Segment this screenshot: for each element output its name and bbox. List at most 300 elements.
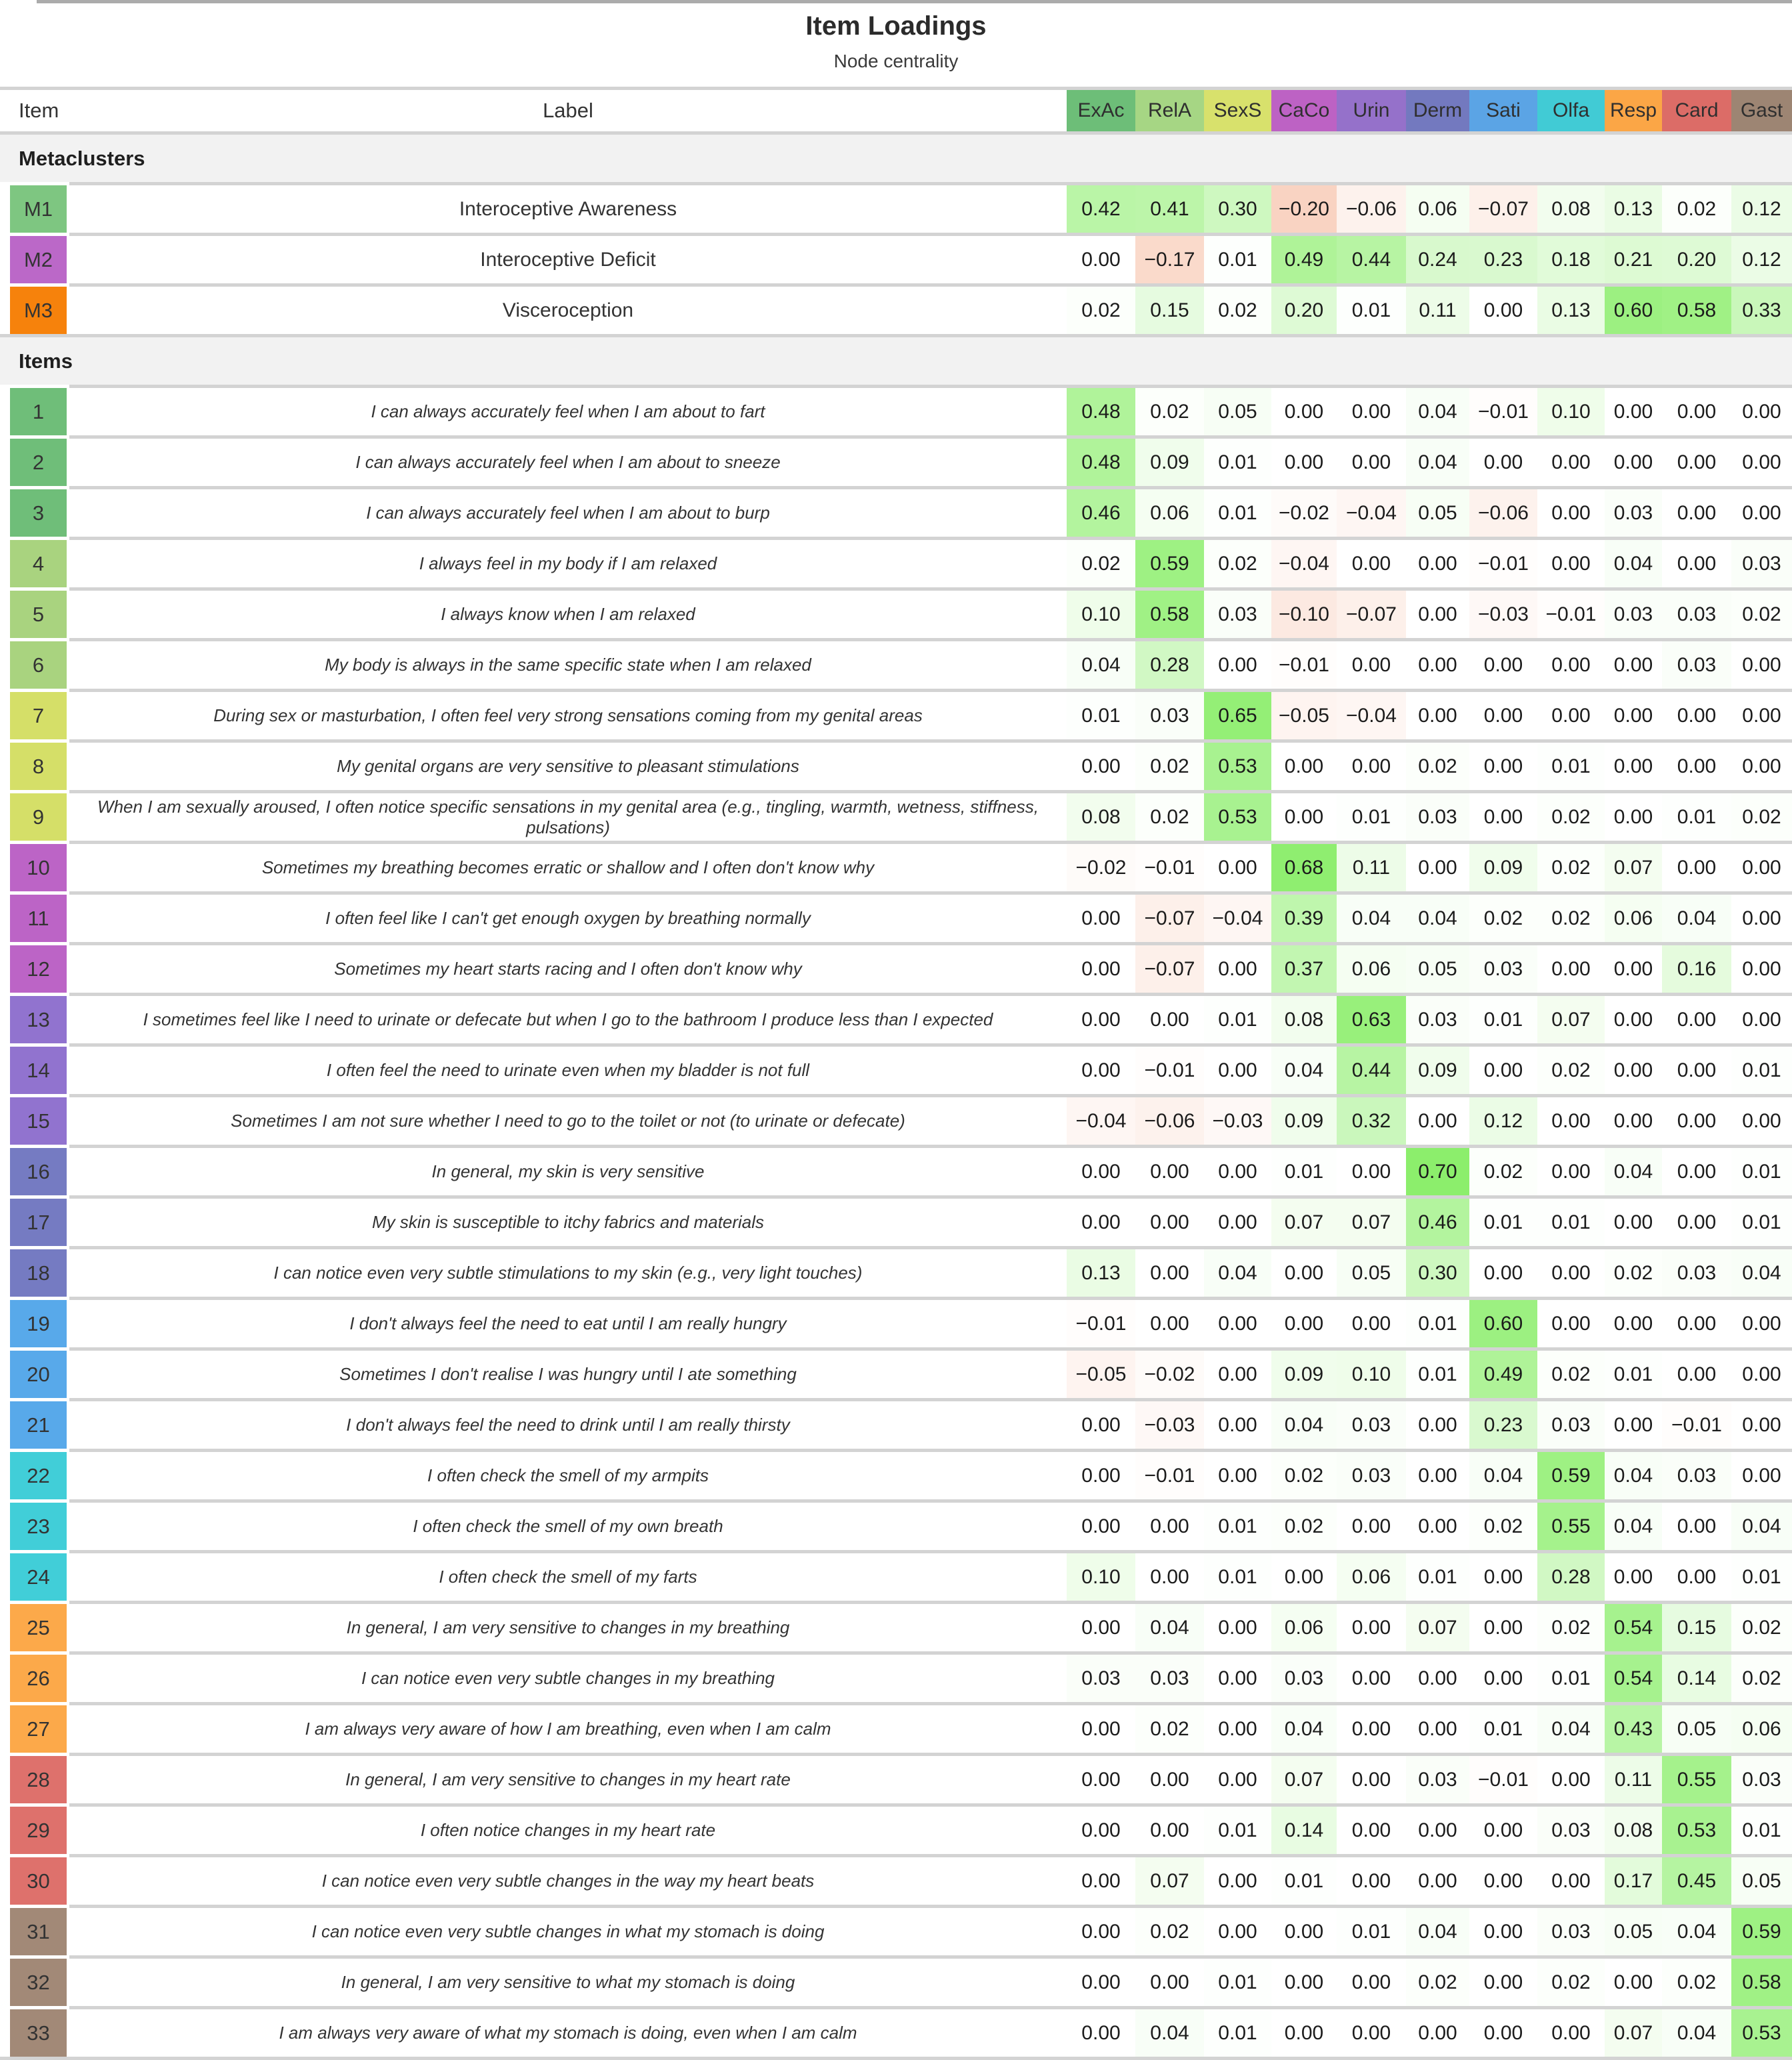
loading-cell-19-Derm: 0.01 — [1406, 1297, 1469, 1347]
loading-cell-14-Sati: 0.00 — [1469, 1043, 1537, 1094]
loading-cell-14-Urin: 0.44 — [1337, 1043, 1406, 1094]
loading-cell-2-Derm: 0.04 — [1406, 435, 1469, 486]
loading-cell-10-Gast: 0.00 — [1731, 841, 1792, 891]
loading-cell-25-SexS: 0.00 — [1204, 1601, 1271, 1651]
table-row-9 — [0, 790, 1792, 841]
loading-cell-16-Card: 0.00 — [1662, 1145, 1731, 1195]
loading-cell-22-RelA: −0.01 — [1135, 1449, 1204, 1499]
loading-cell-27-Sati: 0.01 — [1469, 1702, 1537, 1753]
item-id-badge: 1 — [10, 385, 67, 435]
loading-cell-M3-Gast: 0.33 — [1731, 283, 1792, 334]
loading-cell-18-Olfa: 0.00 — [1537, 1246, 1605, 1297]
item-label: In general, I am very sensitive to changes in my breathing — [69, 1601, 1067, 1651]
loading-cell-19-Gast: 0.00 — [1731, 1297, 1792, 1347]
loading-cell-16-ExAc: 0.00 — [1067, 1145, 1135, 1195]
loading-cell-29-CaCo: 0.14 — [1271, 1803, 1337, 1854]
loading-cell-31-Derm: 0.04 — [1406, 1905, 1469, 1955]
loading-cell-17-Urin: 0.07 — [1337, 1195, 1406, 1246]
loading-cell-M3-Derm: 0.11 — [1406, 283, 1469, 334]
loading-cell-18-RelA: 0.00 — [1135, 1246, 1204, 1297]
loading-cell-2-Card: 0.00 — [1662, 435, 1731, 486]
loading-cell-29-Derm: 0.00 — [1406, 1803, 1469, 1854]
loading-cell-20-Gast: 0.00 — [1731, 1347, 1792, 1398]
loading-cell-10-RelA: −0.01 — [1135, 841, 1204, 891]
table-row-14 — [0, 1043, 1792, 1094]
loading-cell-8-Sati: 0.00 — [1469, 739, 1537, 790]
loading-cell-26-CaCo: 0.03 — [1271, 1651, 1337, 1702]
loading-cell-21-SexS: 0.00 — [1204, 1398, 1271, 1449]
loading-cell-25-ExAc: 0.00 — [1067, 1601, 1135, 1651]
loading-cell-8-Gast: 0.00 — [1731, 739, 1792, 790]
loading-cell-33-CaCo: 0.00 — [1271, 2006, 1337, 2057]
loading-cell-M1-RelA: 0.41 — [1135, 182, 1204, 233]
loading-cell-25-Olfa: 0.02 — [1537, 1601, 1605, 1651]
loading-cell-26-ExAc: 0.03 — [1067, 1651, 1135, 1702]
loading-cell-14-ExAc: 0.00 — [1067, 1043, 1135, 1094]
loading-cell-15-Derm: 0.00 — [1406, 1094, 1469, 1145]
table-row-31 — [0, 1905, 1792, 1955]
loading-cell-23-Olfa: 0.55 — [1537, 1499, 1605, 1550]
loading-cell-3-Urin: −0.04 — [1337, 486, 1406, 537]
loading-cell-6-Sati: 0.00 — [1469, 638, 1537, 689]
loading-cell-M2-RelA: −0.17 — [1135, 233, 1204, 283]
loading-cell-20-Olfa: 0.02 — [1537, 1347, 1605, 1398]
page-subtitle: Node centrality — [833, 51, 959, 71]
loading-cell-9-Card: 0.01 — [1662, 790, 1731, 841]
top-divider — [37, 0, 1792, 3]
loading-cell-14-CaCo: 0.04 — [1271, 1043, 1337, 1094]
loading-cell-19-Urin: 0.00 — [1337, 1297, 1406, 1347]
loading-cell-32-CaCo: 0.00 — [1271, 1955, 1337, 2006]
item-label: I am always very aware of what my stomach is doing, even when I am calm — [69, 2006, 1067, 2057]
loading-cell-27-Olfa: 0.04 — [1537, 1702, 1605, 1753]
loading-cell-2-CaCo: 0.00 — [1271, 435, 1337, 486]
loading-cell-M2-Urin: 0.44 — [1337, 233, 1406, 283]
loading-cell-32-ExAc: 0.00 — [1067, 1955, 1135, 2006]
item-id-badge: 19 — [10, 1297, 67, 1347]
item-label: I often check the smell of my farts — [69, 1550, 1067, 1601]
loading-cell-21-Olfa: 0.03 — [1537, 1398, 1605, 1449]
column-header-Gast: Gast — [1731, 90, 1792, 131]
loading-cell-24-Derm: 0.01 — [1406, 1550, 1469, 1601]
loading-cell-7-Sati: 0.00 — [1469, 689, 1537, 739]
loading-cell-14-Resp: 0.00 — [1605, 1043, 1662, 1094]
loading-cell-24-CaCo: 0.00 — [1271, 1550, 1337, 1601]
loading-cell-5-Derm: 0.00 — [1406, 587, 1469, 638]
loading-cell-16-Derm: 0.70 — [1406, 1145, 1469, 1195]
table-row-33 — [0, 2006, 1792, 2057]
item-label: I always feel in my body if I am relaxed — [69, 537, 1067, 587]
loading-cell-M2-ExAc: 0.00 — [1067, 233, 1135, 283]
loading-cell-32-RelA: 0.00 — [1135, 1955, 1204, 2006]
loading-cell-15-Gast: 0.00 — [1731, 1094, 1792, 1145]
loading-cell-19-RelA: 0.00 — [1135, 1297, 1204, 1347]
loading-cell-10-SexS: 0.00 — [1204, 841, 1271, 891]
loading-cell-27-Card: 0.05 — [1662, 1702, 1731, 1753]
loading-cell-M2-Gast: 0.12 — [1731, 233, 1792, 283]
table-row-3 — [0, 486, 1792, 537]
loading-cell-24-RelA: 0.00 — [1135, 1550, 1204, 1601]
loading-cell-M3-CaCo: 0.20 — [1271, 283, 1337, 334]
loading-cell-16-SexS: 0.00 — [1204, 1145, 1271, 1195]
loading-cell-8-Urin: 0.00 — [1337, 739, 1406, 790]
item-label: My skin is susceptible to itchy fabrics and materials — [69, 1195, 1067, 1246]
loading-cell-28-SexS: 0.00 — [1204, 1753, 1271, 1803]
loading-cell-5-CaCo: −0.10 — [1271, 587, 1337, 638]
loading-cell-11-Olfa: 0.02 — [1537, 891, 1605, 942]
loading-cell-29-RelA: 0.00 — [1135, 1803, 1204, 1854]
loading-cell-23-Gast: 0.04 — [1731, 1499, 1792, 1550]
loading-cell-23-Resp: 0.04 — [1605, 1499, 1662, 1550]
loading-cell-30-Sati: 0.00 — [1469, 1854, 1537, 1905]
item-id-badge: 31 — [10, 1905, 67, 1955]
item-id-badge: 18 — [10, 1246, 67, 1297]
loading-cell-M2-Card: 0.20 — [1662, 233, 1731, 283]
loading-cell-20-RelA: −0.02 — [1135, 1347, 1204, 1398]
table-row-30 — [0, 1854, 1792, 1905]
loading-cell-13-Derm: 0.03 — [1406, 993, 1469, 1043]
loading-cell-4-Card: 0.00 — [1662, 537, 1731, 587]
loading-cell-8-SexS: 0.53 — [1204, 739, 1271, 790]
loading-cell-22-Resp: 0.04 — [1605, 1449, 1662, 1499]
loading-cell-M2-Olfa: 0.18 — [1537, 233, 1605, 283]
item-id-badge: 15 — [10, 1094, 67, 1145]
item-label: Sometimes I am not sure whether I need to go to the toilet or not (to urinate or defecate) — [69, 1094, 1067, 1145]
item-label: Sometimes my heart starts racing and I often don't know why — [69, 942, 1067, 993]
item-label: I can notice even very subtle changes in the way my heart beats — [69, 1854, 1067, 1905]
loading-cell-21-Card: −0.01 — [1662, 1398, 1731, 1449]
loading-cell-17-RelA: 0.00 — [1135, 1195, 1204, 1246]
loading-cell-M3-SexS: 0.02 — [1204, 283, 1271, 334]
loading-cell-18-Resp: 0.02 — [1605, 1246, 1662, 1297]
loading-cell-9-Sati: 0.00 — [1469, 790, 1537, 841]
loading-cell-19-Olfa: 0.00 — [1537, 1297, 1605, 1347]
loading-cell-7-Gast: 0.00 — [1731, 689, 1792, 739]
loading-cell-7-RelA: 0.03 — [1135, 689, 1204, 739]
loading-cell-17-Card: 0.00 — [1662, 1195, 1731, 1246]
loading-cell-25-Resp: 0.54 — [1605, 1601, 1662, 1651]
loading-cell-12-Gast: 0.00 — [1731, 942, 1792, 993]
loading-cell-6-Resp: 0.00 — [1605, 638, 1662, 689]
loading-cell-22-Card: 0.03 — [1662, 1449, 1731, 1499]
loading-cell-11-Gast: 0.00 — [1731, 891, 1792, 942]
loading-cell-8-RelA: 0.02 — [1135, 739, 1204, 790]
loading-cell-6-Derm: 0.00 — [1406, 638, 1469, 689]
loading-cell-26-Sati: 0.00 — [1469, 1651, 1537, 1702]
loading-cell-25-Gast: 0.02 — [1731, 1601, 1792, 1651]
loading-cell-18-Card: 0.03 — [1662, 1246, 1731, 1297]
loading-cell-1-Card: 0.00 — [1662, 385, 1731, 435]
loading-cell-8-CaCo: 0.00 — [1271, 739, 1337, 790]
loading-cell-20-Sati: 0.49 — [1469, 1347, 1537, 1398]
item-id-badge: 10 — [10, 841, 67, 891]
item-column-header: Item — [19, 99, 59, 122]
table-row-22 — [0, 1449, 1792, 1499]
loading-cell-22-CaCo: 0.02 — [1271, 1449, 1337, 1499]
item-id-badge: 22 — [10, 1449, 67, 1499]
item-label: Sometimes my breathing becomes erratic or shallow and I often don't know why — [69, 841, 1067, 891]
loading-cell-18-Gast: 0.04 — [1731, 1246, 1792, 1297]
loading-cell-13-Card: 0.00 — [1662, 993, 1731, 1043]
loading-cell-18-Derm: 0.30 — [1406, 1246, 1469, 1297]
loading-cell-33-Urin: 0.00 — [1337, 2006, 1406, 2057]
item-id-badge: 23 — [10, 1499, 67, 1550]
loading-cell-13-Urin: 0.63 — [1337, 993, 1406, 1043]
loading-cell-10-Resp: 0.07 — [1605, 841, 1662, 891]
loading-cell-29-Resp: 0.08 — [1605, 1803, 1662, 1854]
loading-cell-3-Olfa: 0.00 — [1537, 486, 1605, 537]
loading-cell-6-Gast: 0.00 — [1731, 638, 1792, 689]
loading-cell-28-Derm: 0.03 — [1406, 1753, 1469, 1803]
loading-cell-20-ExAc: −0.05 — [1067, 1347, 1135, 1398]
loading-cell-14-RelA: −0.01 — [1135, 1043, 1204, 1094]
loading-cell-32-Sati: 0.00 — [1469, 1955, 1537, 2006]
table-row-21 — [0, 1398, 1792, 1449]
loading-cell-16-Urin: 0.00 — [1337, 1145, 1406, 1195]
loading-cell-19-Card: 0.00 — [1662, 1297, 1731, 1347]
loading-cell-28-Gast: 0.03 — [1731, 1753, 1792, 1803]
loading-cell-9-Gast: 0.02 — [1731, 790, 1792, 841]
loading-cell-30-RelA: 0.07 — [1135, 1854, 1204, 1905]
item-id-badge: 9 — [10, 790, 67, 841]
loading-cell-16-CaCo: 0.01 — [1271, 1145, 1337, 1195]
loading-cell-19-CaCo: 0.00 — [1271, 1297, 1337, 1347]
loading-cell-19-Resp: 0.00 — [1605, 1297, 1662, 1347]
loading-cell-12-Resp: 0.00 — [1605, 942, 1662, 993]
loading-cell-1-Sati: −0.01 — [1469, 385, 1537, 435]
column-header-Card: Card — [1662, 90, 1731, 131]
table-row-17 — [0, 1195, 1792, 1246]
loading-cell-4-Urin: 0.00 — [1337, 537, 1406, 587]
loading-cell-7-CaCo: −0.05 — [1271, 689, 1337, 739]
loading-cell-26-Gast: 0.02 — [1731, 1651, 1792, 1702]
loading-cell-28-Resp: 0.11 — [1605, 1753, 1662, 1803]
loading-cell-M3-Olfa: 0.13 — [1537, 283, 1605, 334]
loading-cell-28-CaCo: 0.07 — [1271, 1753, 1337, 1803]
loading-cell-15-Card: 0.00 — [1662, 1094, 1731, 1145]
loading-cell-21-Derm: 0.00 — [1406, 1398, 1469, 1449]
loading-cell-7-SexS: 0.65 — [1204, 689, 1271, 739]
loading-cell-22-Olfa: 0.59 — [1537, 1449, 1605, 1499]
loading-cell-M1-CaCo: −0.20 — [1271, 182, 1337, 233]
loading-cell-7-Urin: −0.04 — [1337, 689, 1406, 739]
loading-cell-28-Sati: −0.01 — [1469, 1753, 1537, 1803]
loading-cell-M3-Sati: 0.00 — [1469, 283, 1537, 334]
item-label: I am always very aware of how I am breathing, even when I am calm — [69, 1702, 1067, 1753]
item-label: My genital organs are very sensitive to pleasant stimulations — [69, 739, 1067, 790]
item-id-badge: M2 — [10, 233, 67, 283]
column-header-RelA: RelA — [1135, 90, 1204, 131]
loading-cell-24-Card: 0.00 — [1662, 1550, 1731, 1601]
loading-cell-21-RelA: −0.03 — [1135, 1398, 1204, 1449]
column-header-Sati: Sati — [1469, 90, 1537, 131]
loading-cell-30-SexS: 0.00 — [1204, 1854, 1271, 1905]
table-row-13 — [0, 993, 1792, 1043]
loading-cell-17-Gast: 0.01 — [1731, 1195, 1792, 1246]
table-row-28 — [0, 1753, 1792, 1803]
loading-cell-17-Sati: 0.01 — [1469, 1195, 1537, 1246]
loading-cell-8-Card: 0.00 — [1662, 739, 1731, 790]
loading-cell-27-Gast: 0.06 — [1731, 1702, 1792, 1753]
loading-cell-11-Derm: 0.04 — [1406, 891, 1469, 942]
loading-cell-2-ExAc: 0.48 — [1067, 435, 1135, 486]
loading-cell-10-Card: 0.00 — [1662, 841, 1731, 891]
loading-cell-17-Resp: 0.00 — [1605, 1195, 1662, 1246]
loading-cell-15-SexS: −0.03 — [1204, 1094, 1271, 1145]
loading-cell-32-Gast: 0.58 — [1731, 1955, 1792, 2006]
section-header-items: Items — [0, 334, 1792, 385]
loading-cell-22-SexS: 0.00 — [1204, 1449, 1271, 1499]
loading-cell-4-Resp: 0.04 — [1605, 537, 1662, 587]
loading-cell-10-Sati: 0.09 — [1469, 841, 1537, 891]
loading-cell-5-RelA: 0.58 — [1135, 587, 1204, 638]
loading-cell-11-Card: 0.04 — [1662, 891, 1731, 942]
loading-cell-4-Olfa: 0.00 — [1537, 537, 1605, 587]
item-label: I can always accurately feel when I am about to sneeze — [69, 435, 1067, 486]
loading-cell-7-Card: 0.00 — [1662, 689, 1731, 739]
loading-cell-M1-Gast: 0.12 — [1731, 182, 1792, 233]
loading-cell-14-SexS: 0.00 — [1204, 1043, 1271, 1094]
loading-cell-9-Resp: 0.00 — [1605, 790, 1662, 841]
item-label: I can notice even very subtle changes in what my stomach is doing — [69, 1905, 1067, 1955]
loading-cell-14-Derm: 0.09 — [1406, 1043, 1469, 1094]
loading-cell-16-Sati: 0.02 — [1469, 1145, 1537, 1195]
item-id-badge: 14 — [10, 1043, 67, 1094]
loading-cell-14-Card: 0.00 — [1662, 1043, 1731, 1094]
loading-cell-16-Olfa: 0.00 — [1537, 1145, 1605, 1195]
loading-cell-28-ExAc: 0.00 — [1067, 1753, 1135, 1803]
loading-cell-8-Olfa: 0.01 — [1537, 739, 1605, 790]
item-id-badge: 33 — [10, 2006, 67, 2057]
item-id-badge: 3 — [10, 486, 67, 537]
loading-cell-15-RelA: −0.06 — [1135, 1094, 1204, 1145]
loading-cell-12-ExAc: 0.00 — [1067, 942, 1135, 993]
loading-cell-6-ExAc: 0.04 — [1067, 638, 1135, 689]
loading-cell-10-Derm: 0.00 — [1406, 841, 1469, 891]
loading-cell-30-Derm: 0.00 — [1406, 1854, 1469, 1905]
loading-cell-27-RelA: 0.02 — [1135, 1702, 1204, 1753]
loading-cell-10-ExAc: −0.02 — [1067, 841, 1135, 891]
loading-cell-30-Gast: 0.05 — [1731, 1854, 1792, 1905]
loading-cell-2-Urin: 0.00 — [1337, 435, 1406, 486]
table-row-2 — [0, 435, 1792, 486]
loading-cell-13-ExAc: 0.00 — [1067, 993, 1135, 1043]
item-id-badge: 30 — [10, 1854, 67, 1905]
item-label: I often check the smell of my own breath — [69, 1499, 1067, 1550]
loading-cell-11-Urin: 0.04 — [1337, 891, 1406, 942]
table-row-12 — [0, 942, 1792, 993]
table-header-row — [0, 87, 1792, 131]
item-id-badge: M3 — [10, 283, 67, 334]
item-label: I often check the smell of my armpits — [69, 1449, 1067, 1499]
loading-cell-13-CaCo: 0.08 — [1271, 993, 1337, 1043]
column-header-CaCo: CaCo — [1271, 90, 1337, 131]
loading-cell-25-Card: 0.15 — [1662, 1601, 1731, 1651]
loading-cell-29-Card: 0.53 — [1662, 1803, 1731, 1854]
loading-cell-12-Olfa: 0.00 — [1537, 942, 1605, 993]
table-row-27 — [0, 1702, 1792, 1753]
table-row-20 — [0, 1347, 1792, 1398]
table-row-7 — [0, 689, 1792, 739]
loading-cell-M3-Resp: 0.60 — [1605, 283, 1662, 334]
loading-cell-23-Urin: 0.00 — [1337, 1499, 1406, 1550]
item-label: I sometimes feel like I need to urinate or defecate but when I go to the bathroom I produce less than I expected — [69, 993, 1067, 1043]
loading-cell-27-ExAc: 0.00 — [1067, 1702, 1135, 1753]
loading-cell-19-SexS: 0.00 — [1204, 1297, 1271, 1347]
item-label: I can notice even very subtle changes in my breathing — [69, 1651, 1067, 1702]
loading-cell-14-Olfa: 0.02 — [1537, 1043, 1605, 1094]
page-title: Item Loadings — [805, 11, 987, 41]
loading-cell-32-Card: 0.02 — [1662, 1955, 1731, 2006]
loading-cell-31-SexS: 0.00 — [1204, 1905, 1271, 1955]
column-header-SexS: SexS — [1204, 90, 1271, 131]
loading-cell-21-ExAc: 0.00 — [1067, 1398, 1135, 1449]
table-row-10 — [0, 841, 1792, 891]
loading-cell-2-SexS: 0.01 — [1204, 435, 1271, 486]
loading-cell-33-Resp: 0.07 — [1605, 2006, 1662, 2057]
loading-cell-3-Gast: 0.00 — [1731, 486, 1792, 537]
loading-cell-M1-Olfa: 0.08 — [1537, 182, 1605, 233]
item-id-badge: 32 — [10, 1955, 67, 2006]
loading-cell-11-RelA: −0.07 — [1135, 891, 1204, 942]
loading-cell-23-Derm: 0.00 — [1406, 1499, 1469, 1550]
item-label: Visceroception — [69, 283, 1067, 334]
loading-cell-7-Olfa: 0.00 — [1537, 689, 1605, 739]
loading-cell-M1-Derm: 0.06 — [1406, 182, 1469, 233]
loading-cell-12-Urin: 0.06 — [1337, 942, 1406, 993]
loading-cell-M1-SexS: 0.30 — [1204, 182, 1271, 233]
loading-cell-23-Sati: 0.02 — [1469, 1499, 1537, 1550]
item-id-badge: 8 — [10, 739, 67, 790]
item-id-badge: 11 — [10, 891, 67, 942]
loading-cell-20-Card: 0.00 — [1662, 1347, 1731, 1398]
loading-cell-6-Olfa: 0.00 — [1537, 638, 1605, 689]
loading-cell-15-CaCo: 0.09 — [1271, 1094, 1337, 1145]
loading-cell-12-Card: 0.16 — [1662, 942, 1731, 993]
loading-cell-15-ExAc: −0.04 — [1067, 1094, 1135, 1145]
loading-cell-5-Gast: 0.02 — [1731, 587, 1792, 638]
item-label: I don't always feel the need to drink until I am really thirsty — [69, 1398, 1067, 1449]
loading-cell-1-CaCo: 0.00 — [1271, 385, 1337, 435]
loading-cell-5-SexS: 0.03 — [1204, 587, 1271, 638]
loading-cell-26-RelA: 0.03 — [1135, 1651, 1204, 1702]
loading-cell-M2-Resp: 0.21 — [1605, 233, 1662, 283]
loading-cell-26-Derm: 0.00 — [1406, 1651, 1469, 1702]
item-label: In general, I am very sensitive to what my stomach is doing — [69, 1955, 1067, 2006]
loading-cell-29-Gast: 0.01 — [1731, 1803, 1792, 1854]
loading-cell-9-Olfa: 0.02 — [1537, 790, 1605, 841]
loading-cell-1-ExAc: 0.48 — [1067, 385, 1135, 435]
item-label: When I am sexually aroused, I often notice specific sensations in my genital area (e.g., tingling, warmth, wetness, stiffness, pulsations) — [69, 790, 1067, 841]
loading-cell-22-Urin: 0.03 — [1337, 1449, 1406, 1499]
loading-cell-24-ExAc: 0.10 — [1067, 1550, 1135, 1601]
item-id-badge: 2 — [10, 435, 67, 486]
loading-cell-22-Sati: 0.04 — [1469, 1449, 1537, 1499]
loading-cell-2-RelA: 0.09 — [1135, 435, 1204, 486]
loading-cell-27-Resp: 0.43 — [1605, 1702, 1662, 1753]
loading-cell-18-CaCo: 0.00 — [1271, 1246, 1337, 1297]
loading-cell-1-SexS: 0.05 — [1204, 385, 1271, 435]
loading-cell-31-ExAc: 0.00 — [1067, 1905, 1135, 1955]
loading-cell-8-Resp: 0.00 — [1605, 739, 1662, 790]
loading-cell-31-CaCo: 0.00 — [1271, 1905, 1337, 1955]
loading-cell-31-Resp: 0.05 — [1605, 1905, 1662, 1955]
item-id-badge: 21 — [10, 1398, 67, 1449]
loading-cell-23-SexS: 0.01 — [1204, 1499, 1271, 1550]
loading-cell-29-Olfa: 0.03 — [1537, 1803, 1605, 1854]
loading-cell-5-Card: 0.03 — [1662, 587, 1731, 638]
loading-cell-1-Resp: 0.00 — [1605, 385, 1662, 435]
